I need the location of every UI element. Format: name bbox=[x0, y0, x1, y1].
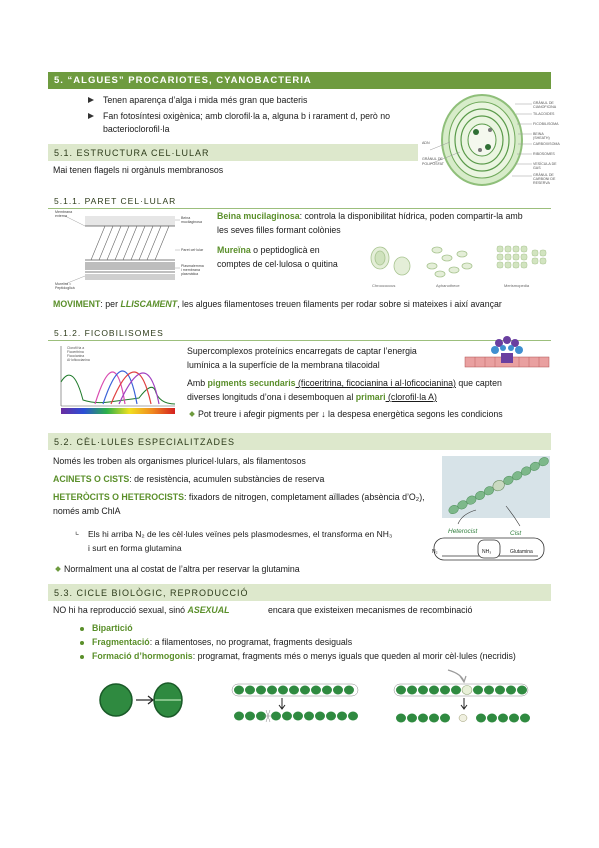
acinets-line bbox=[53, 474, 324, 485]
mureina-line-2: comptes de cel·lulosa o quitina bbox=[217, 259, 338, 269]
item-2-term: Fragmentació bbox=[92, 637, 150, 647]
spectrum-legend-1: Clorofil·la a bbox=[67, 346, 85, 350]
colonies-svg bbox=[362, 236, 552, 290]
list-bullet-icon bbox=[80, 655, 84, 659]
moviment-rest: , les algues filamentoses treuen filaments per rodar sobre si mateixes i així avançar bbox=[177, 299, 502, 309]
primari-term: primari bbox=[355, 392, 386, 402]
cell-label-right-3: FICOBILISOMA bbox=[533, 122, 559, 126]
hetero-sub-1: Els hi arriba N₂ de les cèl·lules veïnes pels plasmodesmes, el transforma en NH₃ bbox=[88, 529, 393, 539]
s53-line-1 bbox=[53, 605, 472, 616]
spectrum-legend-4: Al·loficocianina bbox=[67, 358, 90, 362]
section-5-1-1-header bbox=[48, 194, 551, 209]
mureina-line-1 bbox=[217, 245, 320, 256]
fico-pot-line: Pot treure i afegir pigments per ↓ la despesa energètica segons les condicions bbox=[198, 409, 503, 419]
fico-line-4 bbox=[187, 392, 437, 403]
mureina-term: Mureïna bbox=[217, 245, 251, 255]
fico-line-2: lumínica a la superfície de la membrana tilacoidal bbox=[187, 360, 380, 370]
moviment-term: MOVIMENT bbox=[53, 299, 101, 309]
pigments-term: pigments secundaris bbox=[207, 378, 296, 388]
section-5-3-title: 5.3. CICLE BIOLÒGIC, REPRODUCCIÓ bbox=[54, 588, 249, 598]
beina-line-1 bbox=[217, 211, 523, 222]
bullet-text-1: Tenen aparença d’alga i mida més gran que bacteris bbox=[103, 95, 308, 105]
s51-text: Mai tenen flagels ni orgànuls membranosos bbox=[53, 165, 224, 175]
cyanobacteria-cell-figure bbox=[420, 92, 560, 188]
colonies-figure bbox=[362, 236, 552, 290]
wall-label-4: Plasmalemma i membrana plasmàtica bbox=[181, 264, 204, 276]
section-5-header bbox=[48, 72, 551, 89]
acinets-term: ACINETS O CISTS bbox=[53, 474, 130, 484]
s52-line-1: Només les troben als organismes pluricel·lulars, als filamentosos bbox=[53, 456, 306, 466]
spectrum-legend-3: Ficocianina bbox=[67, 354, 85, 358]
moviment-line bbox=[53, 299, 502, 310]
hetero-text: : fixadors de nitrogen, completament aïllades (absència d’O₂), bbox=[184, 492, 425, 502]
cell-label-right-8: GRÀNUL DE CARBONI DE RESERVA bbox=[533, 173, 556, 185]
diamond-bullet-icon bbox=[189, 411, 195, 417]
item-3-text: : programat, fragments més o menys iguals que queden al morir cèl·lules (necridis) bbox=[192, 651, 516, 661]
heterocyst-figure bbox=[428, 452, 552, 570]
hetero-term: HETERÒCITS O HETEROCISTS bbox=[53, 492, 184, 502]
heterocist-label: Heterocist bbox=[448, 528, 478, 535]
moviment-mid: : per bbox=[100, 299, 121, 309]
glutamina-label: Glutamina bbox=[510, 549, 533, 555]
fico-line-3 bbox=[187, 378, 502, 389]
phycobilisome-figure bbox=[463, 337, 551, 373]
cell-label-left-2: GRÀNUL DE POLIFOSFAT bbox=[422, 157, 444, 166]
section-5-2-header bbox=[48, 433, 551, 450]
cell-label-right-6: RIBOSOMES bbox=[533, 152, 555, 156]
bullet-icon bbox=[88, 113, 94, 119]
lliscament-term: LLISCAMENT bbox=[120, 299, 178, 309]
item-3-term: Formació d’hormogonis bbox=[92, 651, 193, 661]
mureina-text: o peptidoglicà en bbox=[250, 245, 320, 255]
cell-label-right-2: TILACOIDES bbox=[533, 112, 555, 116]
cell-label-right-5: CARBOXISOMA bbox=[533, 142, 560, 146]
bullet-text-2: Fan fotosíntesi oxigènica; amb clorofil·la a, alguna b i rarament d, però no bbox=[103, 111, 391, 121]
acinets-text: : de resistència, acumulen substàncies de reserva bbox=[129, 474, 325, 484]
colony-label-1: Chroococcus bbox=[372, 283, 396, 288]
section-5-3-header bbox=[48, 584, 551, 601]
list-item-3 bbox=[92, 651, 516, 662]
hetero-line-2: només amb ChlA bbox=[53, 506, 121, 516]
wall-label-1: Membrana externa bbox=[55, 210, 73, 218]
bipartition-figure bbox=[98, 678, 188, 722]
list-bullet-icon bbox=[80, 641, 84, 645]
section-5-1-header bbox=[48, 144, 418, 161]
wall-label-5: Mureïna = Peptidoglicà bbox=[55, 282, 75, 290]
sub-bullet-corner-icon: ⌞ bbox=[75, 526, 80, 536]
absorption-spectrum-figure bbox=[55, 342, 180, 420]
bipartition-svg bbox=[98, 678, 188, 722]
section-5-1-title: 5.1. ESTRUCTURA CEL·LULAR bbox=[54, 148, 210, 158]
section-5-2-title: 5.2. CÈL·LULES ESPECIALITZADES bbox=[54, 437, 236, 447]
hormogonia-figure bbox=[392, 668, 530, 730]
item-1-term: Bipartició bbox=[92, 623, 133, 633]
asexual-term: ASEXUAL bbox=[187, 605, 230, 615]
wall-label-3: Paret cel·lular bbox=[181, 248, 204, 252]
cell-label-right-4: BEINA (SHEATH) bbox=[533, 132, 550, 140]
spectrum-legend-2: Ficoeritrina bbox=[67, 350, 84, 354]
line4a-text: diverses longituds d’ona i desemboquen al bbox=[187, 392, 356, 402]
wall-label-2: Beina mucilaginosa bbox=[181, 216, 202, 224]
fragmentation-figure bbox=[230, 680, 360, 728]
s52-norm-line: Normalment una al costat de l’altra per reservar la glutamina bbox=[64, 564, 300, 574]
bullet-text-2-cont: bacterioclorofil·la bbox=[103, 124, 170, 134]
beina-term: Beina mucilaginosa bbox=[217, 211, 300, 221]
cell-label-right-1: GRÀNUL DE CIANOFICINA bbox=[533, 101, 557, 109]
section-5-1-2-title: 5.1.2. FICOBILISOMES bbox=[54, 328, 164, 338]
n2-label: N₂ bbox=[432, 549, 438, 555]
section-5-title: 5. “ALGUES” PROCARIOTES, CYANOBACTERIA bbox=[54, 75, 312, 86]
line4b-text: (clorofil·la A) bbox=[385, 392, 437, 402]
cell-label-right-7: VESÍCULA DE GAS bbox=[533, 162, 557, 170]
diamond-bullet-icon bbox=[55, 566, 61, 572]
s53-line-1a: NO hi ha reproducció sexual, sinó bbox=[53, 605, 188, 615]
fico-line-1: Supercomplexos proteínics encarregats de captar l’energia bbox=[187, 346, 417, 356]
phycobilisome-svg bbox=[463, 337, 551, 373]
hetero-sub-2: i surt en forma glutamina bbox=[88, 543, 182, 553]
nh3-label: NH₃ bbox=[482, 549, 492, 555]
item-2-text: : a filamentoses, no programat, fragments desiguals bbox=[149, 637, 353, 647]
fragmentation-svg bbox=[230, 680, 360, 728]
list-bullet-icon bbox=[80, 627, 84, 631]
cist-label: Cist bbox=[510, 530, 522, 537]
list-item-1 bbox=[92, 623, 133, 634]
hormogonia-svg bbox=[392, 668, 530, 730]
bullet-icon bbox=[88, 97, 94, 103]
list-item-2 bbox=[92, 637, 352, 648]
hetero-line-1 bbox=[53, 492, 425, 503]
cell-wall-figure bbox=[55, 210, 205, 292]
s53-line-1b: encara que existeixen mecanismes de recombinació bbox=[265, 605, 473, 615]
cell-label-left-1: ADN bbox=[422, 141, 430, 145]
beina-line-2: les seves filles formant colònies bbox=[217, 225, 341, 235]
pigments-paren: (ficoeritrina, ficocianina i al·loficocianina) bbox=[295, 378, 456, 388]
amb-text: Amb bbox=[187, 378, 208, 388]
pigments-rest: que capten bbox=[455, 378, 502, 388]
colony-label-2: Aphanothece bbox=[436, 283, 460, 288]
colony-label-3: Merismopedia bbox=[504, 283, 530, 288]
section-5-1-1-title: 5.1.1. PARET CEL·LULAR bbox=[54, 196, 177, 206]
beina-text: : controla la disponibilitat hídrica, poden compartir-la amb bbox=[299, 211, 523, 221]
